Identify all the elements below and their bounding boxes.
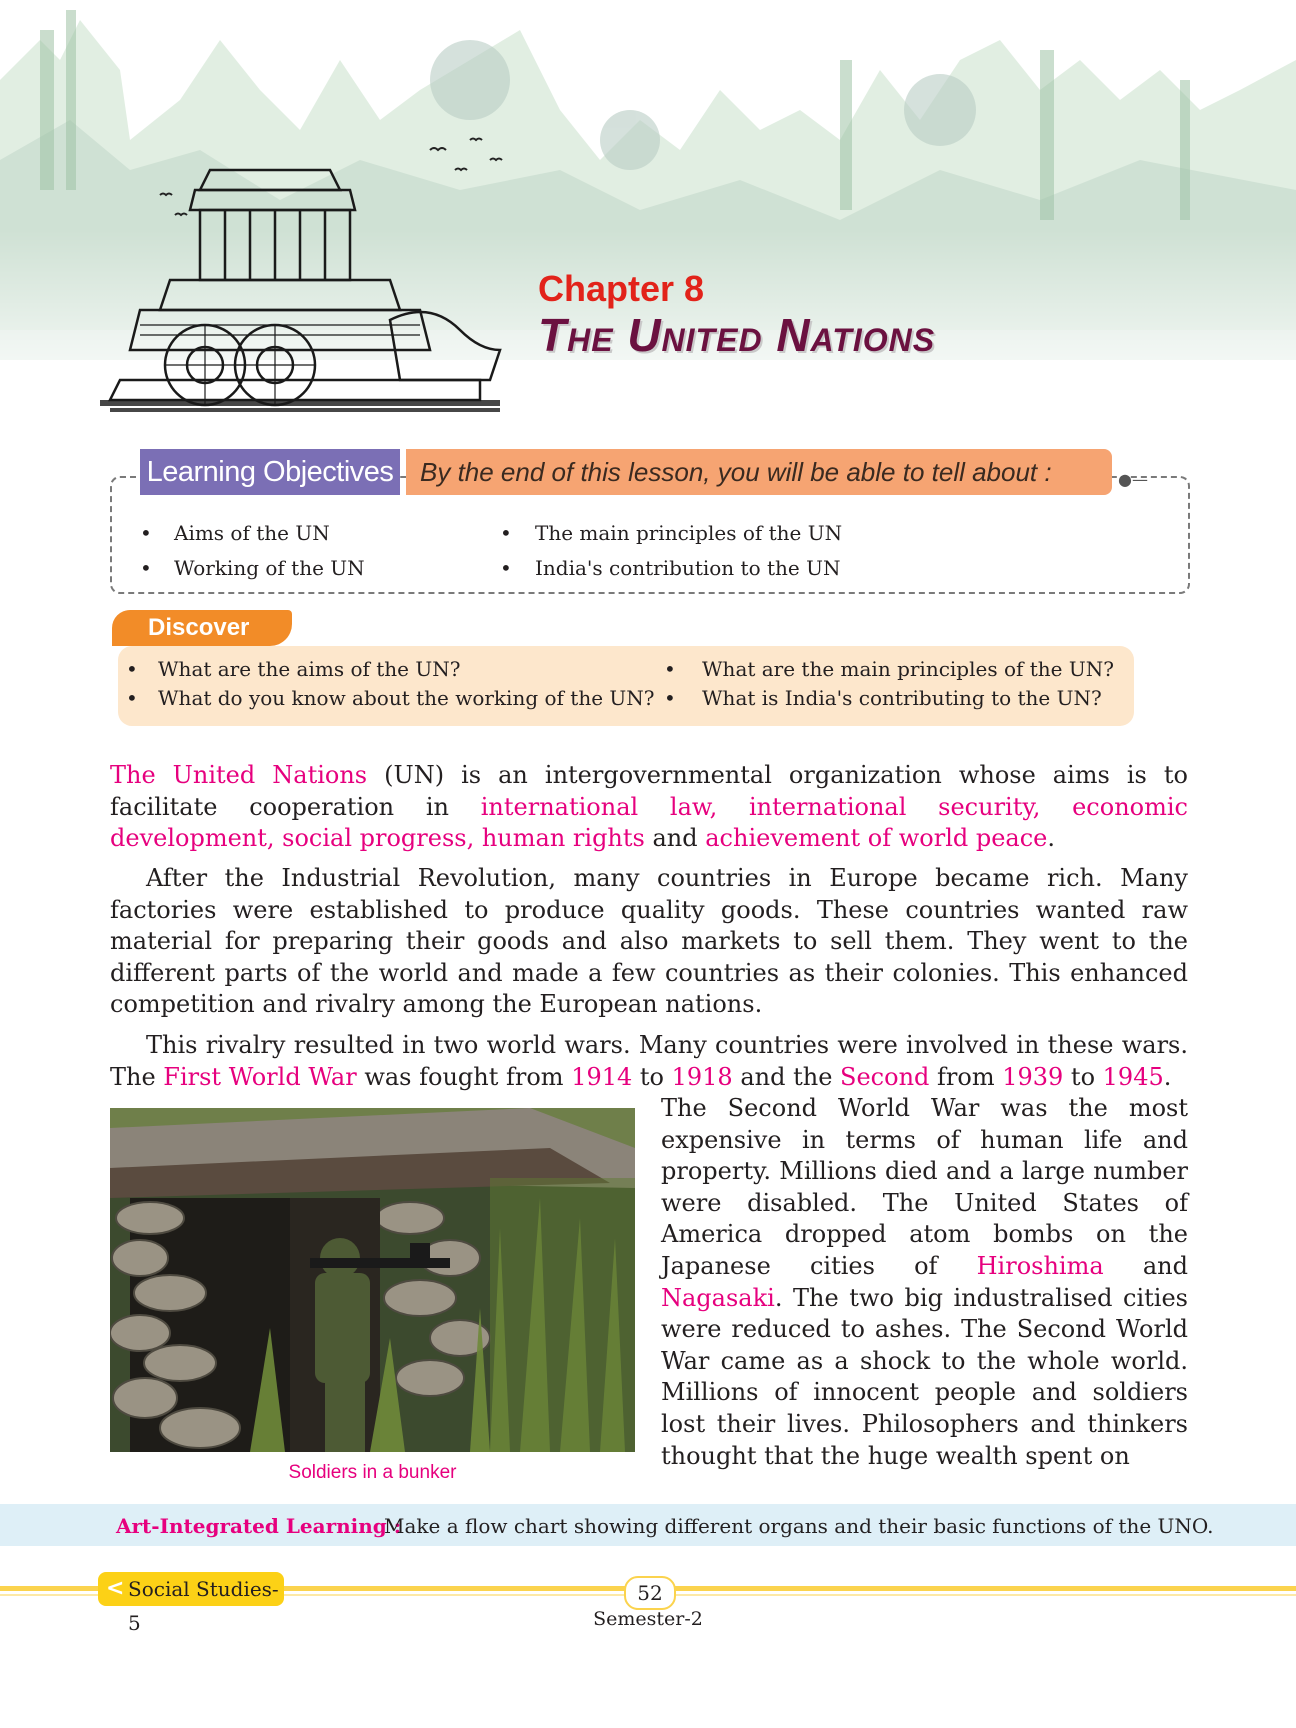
text-run: and the [732, 1062, 841, 1091]
discover-question: What are the main principles of the UN? [702, 657, 1114, 681]
highlight-term: achievement of world peace [705, 824, 1048, 853]
paragraph-industrial-revolution: After the Industrial Revolution, many countries in Europe became rich. Many factories were established to produce quality goods. These countries wanted raw material for preparing their goods and also markets to sell them. They went to the different parts of the world and made a few countries as their colonies. This enhanced competition and rivalry among the European nations. [110, 864, 1188, 1019]
art-integrated-text: Make a flow chart showing different organs and their basic functions of the UNO. [384, 1514, 1214, 1538]
learning-objectives-tab: Learning Objectives [140, 449, 400, 495]
bullet-icon: • [140, 521, 152, 545]
bullet-icon: • [500, 521, 512, 545]
text-run: The Second World War was the most expensive in terms of human life and property. Millions died and a large number were disabled. The United States of America dropped atom bombs on the Japanese cities of [661, 1094, 1188, 1280]
discover-question: What are the aims of the UN? [158, 657, 461, 681]
bullet-icon: • [140, 556, 152, 580]
highlight-term: 1945 [1102, 1062, 1164, 1091]
highlight-term: 1939 [1002, 1062, 1064, 1091]
bullet-icon: • [664, 686, 676, 710]
objective-item: Working of the UN [174, 556, 365, 580]
book-title-tag [98, 1572, 284, 1635]
book-title: Social Studies-5 [128, 1577, 279, 1635]
highlight-term: First World War [163, 1062, 357, 1091]
objective-item: The main principles of the UN [535, 521, 843, 545]
bullet-icon: • [664, 657, 676, 681]
text-run: to [1063, 1062, 1103, 1091]
highlight-term: international law, international security, economic development, social progress, human rights [110, 792, 1188, 853]
semester-label: Semester-2 [593, 1608, 703, 1630]
bullet-icon: • [500, 556, 512, 580]
text-run: from [929, 1062, 1003, 1091]
text-run: was fought from [356, 1062, 572, 1091]
art-integrated-label: Art-Integrated Learning : [116, 1514, 402, 1538]
objective-item: Aims of the UN [174, 521, 330, 545]
page-number: 52 [624, 1576, 676, 1610]
pin-icon: ●— [1118, 470, 1148, 489]
discover-tag: Discover [112, 610, 292, 646]
bullet-icon: • [126, 686, 138, 710]
highlight-term: Nagasaki [661, 1283, 775, 1312]
highlight-term: 1914 [571, 1062, 633, 1091]
chapter-title: The United Nations [538, 309, 936, 361]
paragraph-world-wars [110, 1030, 1188, 1093]
highlight-term: The United Nations [110, 761, 368, 789]
text-run: to [632, 1062, 672, 1091]
highlight-term: Hiroshima [976, 1251, 1104, 1280]
bullet-icon: • [126, 657, 138, 681]
paragraph-second-world-war [661, 1093, 1188, 1472]
text-run: and [1103, 1251, 1188, 1280]
learning-objectives-banner: By the end of this lesson, you will be able to tell about : [406, 449, 1112, 495]
chevron-left-icon: < [106, 1576, 125, 1601]
text-run: and [644, 824, 706, 853]
paragraph-intro [110, 760, 1188, 855]
text-run: This rivalry resulted in two world wars. Many countries were involved in these wars. The [110, 1031, 1188, 1091]
soldiers-in-bunker-photo [110, 1108, 635, 1452]
discover-question: What do you know about the working of the UN? [158, 686, 655, 710]
text-run: . The two big industralised cities were reduced to ashes. The Second World War came as a shock to the whole world. Millions of innocent people and soldiers lost their lives. Philosophers and thinkers thought that the huge wealth spent on [661, 1283, 1188, 1470]
photo-caption: Soldiers in a bunker [288, 1462, 457, 1483]
text-run: . [1047, 824, 1056, 853]
objective-item: India's contribution to the UN [535, 556, 841, 580]
highlight-term: Second [840, 1062, 930, 1091]
chapter-number: Chapter 8 [538, 268, 705, 309]
stone-chariot-illustration [100, 150, 540, 440]
text-run: (UN) is an intergovernmental organization whose aims is to facilitate cooperation in [110, 761, 1188, 821]
text-run: . [1163, 1062, 1172, 1091]
discover-question: What is India's contributing to the UN? [702, 686, 1102, 710]
highlight-term: 1918 [671, 1062, 733, 1091]
